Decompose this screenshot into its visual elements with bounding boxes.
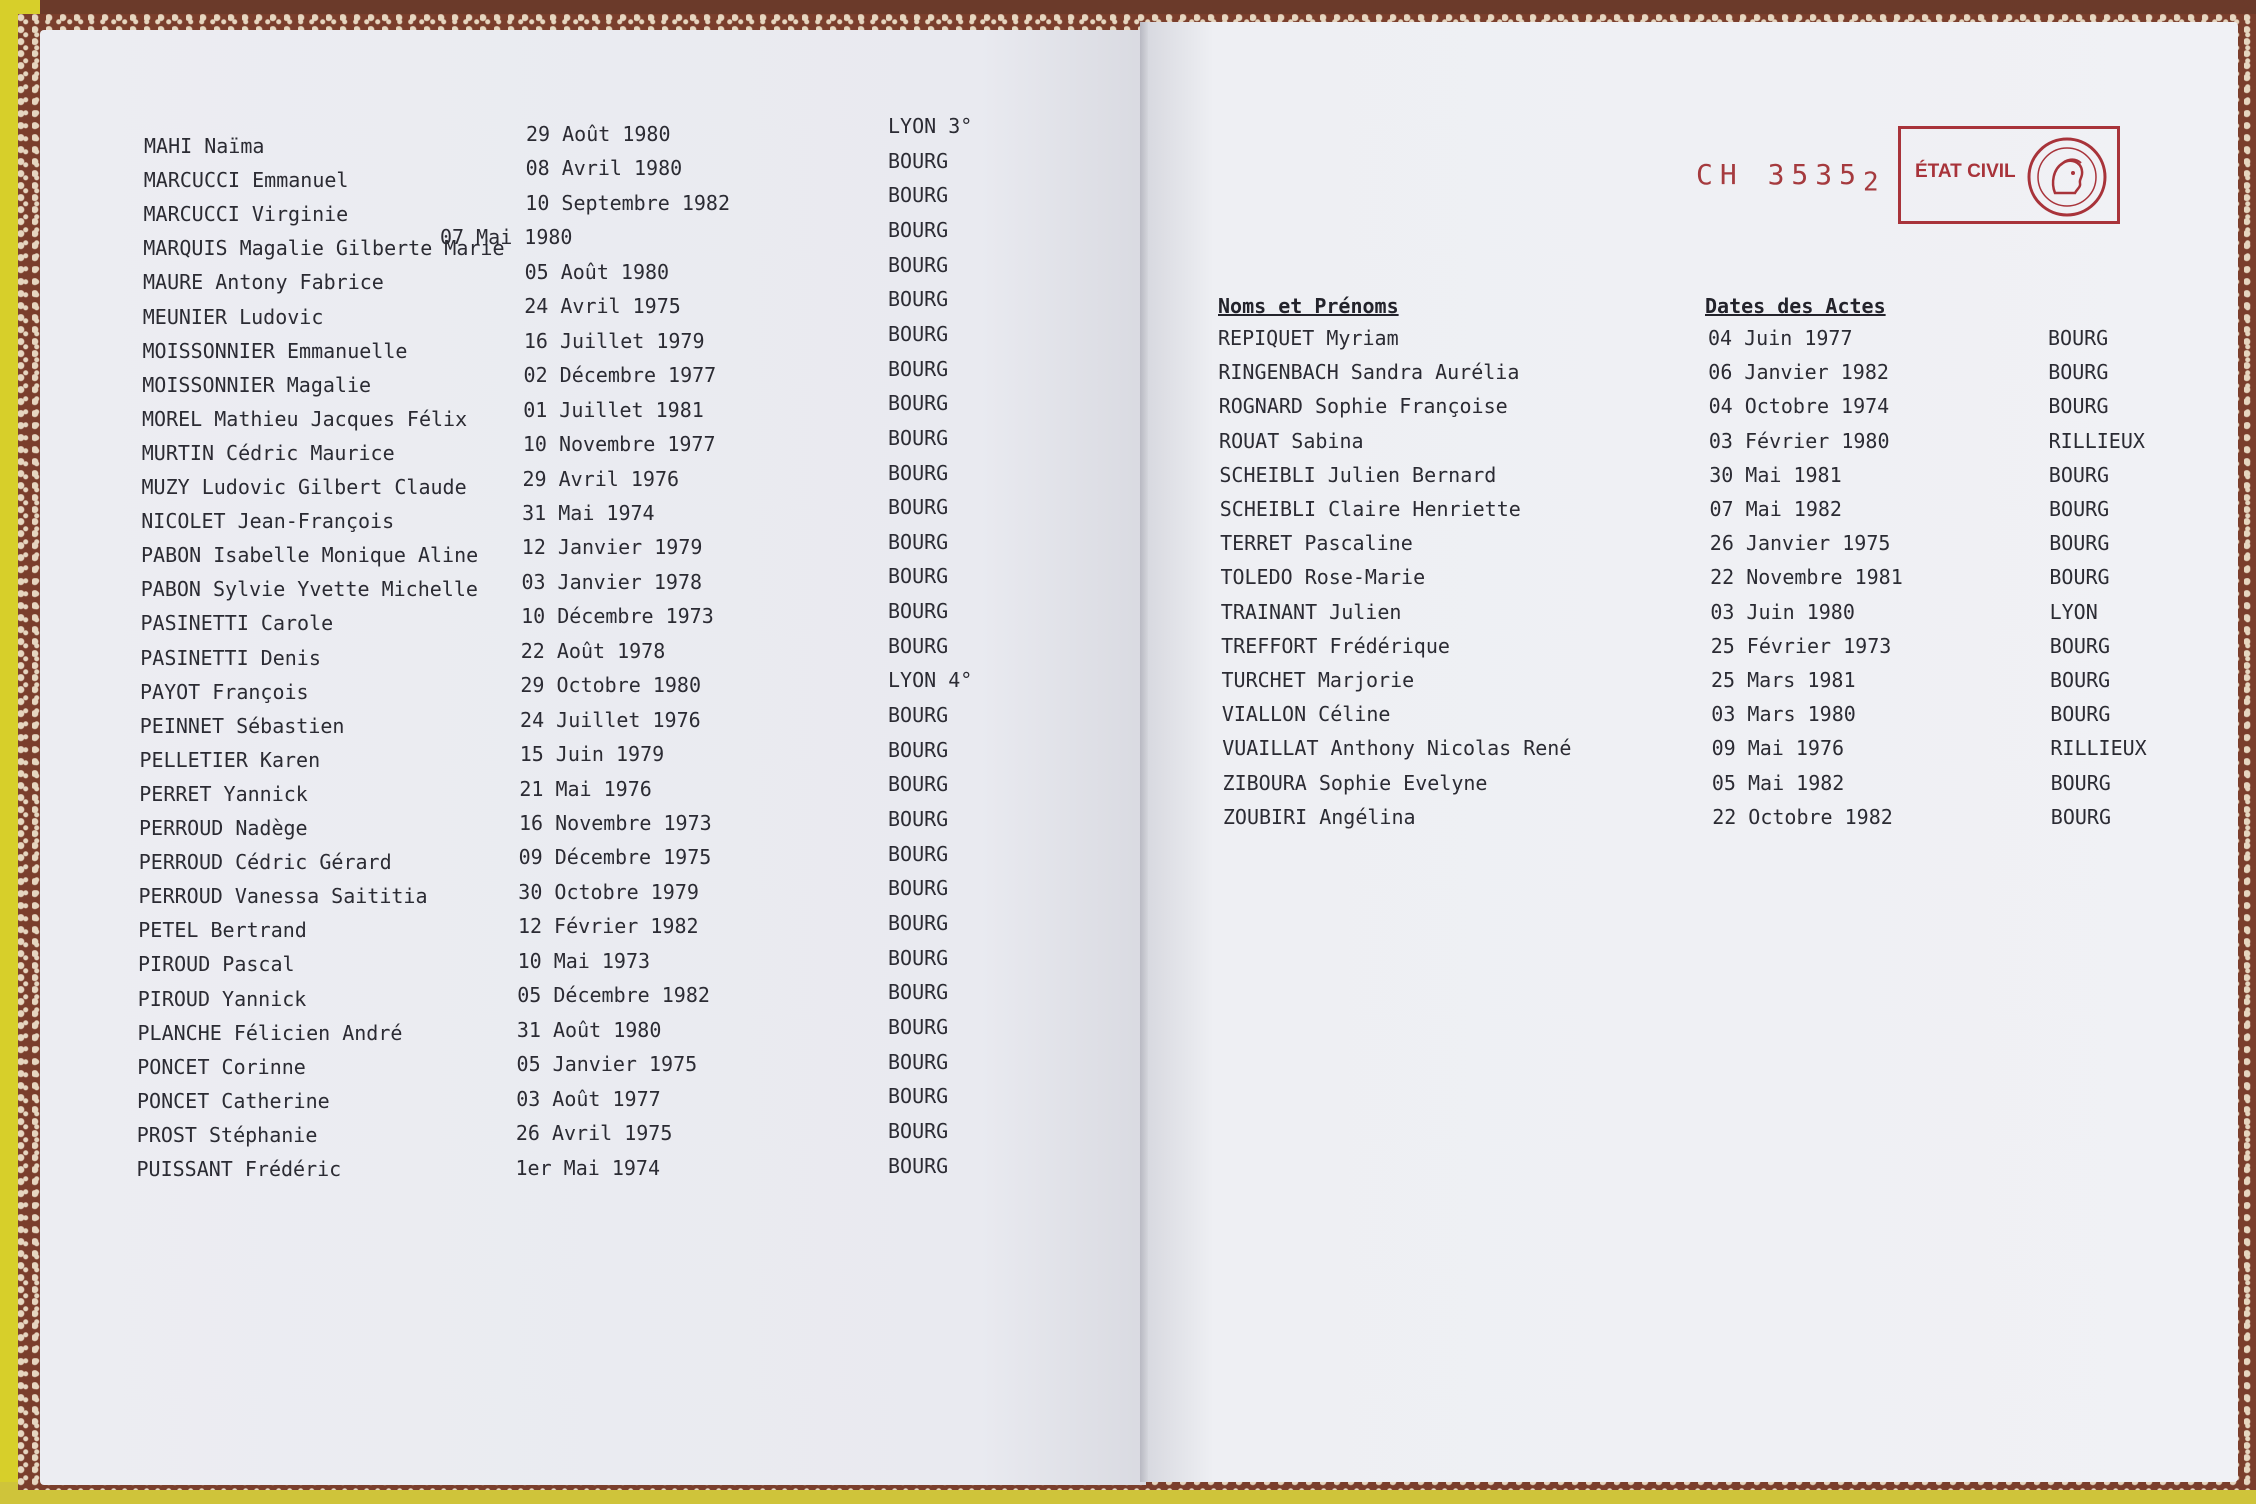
record-place: BOURG — [888, 217, 949, 242]
record-place: LYON 4° — [888, 668, 973, 693]
record-place: BOURG — [888, 1118, 949, 1143]
record-name: PASINETTI Carole — [140, 611, 334, 636]
record-place: BOURG — [2050, 668, 2111, 692]
record-place: LYON 3° — [888, 114, 973, 138]
record-place: BOURG — [2048, 462, 2110, 487]
record-date: 12 Février 1982 — [517, 914, 699, 939]
record-place: BOURG — [888, 287, 949, 312]
record-name: TOLEDO Rose-Marie — [1220, 565, 1426, 590]
record-name: PIROUD Yannick — [137, 986, 307, 1011]
record-place: BOURG — [888, 252, 949, 277]
record-place: BOURG — [888, 841, 949, 866]
record-date: 16 Juillet 1979 — [523, 328, 705, 353]
record-date: 03 Janvier 1978 — [521, 569, 703, 594]
stamp-code — [1696, 158, 1886, 198]
record-name: PERROUD Vanessa Saititia — [138, 884, 428, 909]
record-date: 29 Août 1980 — [526, 122, 671, 146]
record-name: TERRET Pascaline — [1220, 531, 1413, 556]
record-date: 03 Août 1977 — [516, 1086, 661, 1111]
record-name: ZOUBIRI Angélina — [1222, 804, 1416, 829]
record-date: 10 Mai 1973 — [517, 948, 651, 973]
record-name: MAURE Antony Fabrice — [143, 270, 384, 295]
record-date: 09 Mai 1976 — [1711, 736, 1845, 761]
record-date: 29 Avril 1976 — [522, 466, 680, 491]
record-date: 07 Mai 1982 — [1709, 497, 1842, 521]
record-date: 05 Décembre 1982 — [517, 983, 710, 1008]
record-date: 05 Août 1980 — [524, 259, 670, 284]
record-name: PEINNET Sébastien — [139, 713, 345, 738]
record-place: BOURG — [888, 1084, 949, 1109]
record-date: 30 Octobre 1979 — [518, 879, 699, 904]
record-date: 22 Août 1978 — [520, 638, 666, 663]
record-place: BOURG — [888, 980, 949, 1005]
record-name: PERROUD Nadège — [139, 816, 308, 840]
record-date: 26 Janvier 1975 — [1709, 531, 1891, 556]
record-place: BOURG — [888, 703, 949, 728]
record-name: PONCET Corinne — [137, 1054, 306, 1079]
record-place: BOURG — [888, 807, 949, 831]
record-date: 04 Octobre 1974 — [1708, 394, 1890, 419]
record-name: RINGENBACH Sandra Aurélia — [1218, 360, 1520, 385]
record-name: PIROUD Pascal — [138, 952, 295, 977]
record-name: MARQUIS Magalie Gilberte Marie — [143, 236, 505, 261]
record-place: RILLIEUX — [2050, 736, 2147, 761]
record-name: VIALLON Céline — [1221, 702, 1391, 727]
record-date: 31 Mai 1974 — [522, 500, 655, 525]
record-place: BOURG — [2049, 633, 2111, 658]
record-date: 24 Avril 1975 — [524, 294, 681, 319]
record-name: TURCHET Marjorie — [1221, 668, 1415, 692]
record-name: TREFFORT Frédérique — [1221, 633, 1450, 658]
record-date: 22 Novembre 1981 — [1710, 565, 1903, 590]
record-date: 22 Octobre 1982 — [1712, 804, 1893, 829]
record-place: BOURG — [888, 737, 949, 762]
record-place: BOURG — [2050, 702, 2111, 727]
record-name: VUAILLAT Anthony Nicolas René — [1222, 736, 1572, 761]
record-place: BOURG — [888, 356, 949, 381]
etat-civil-stamp — [1898, 126, 2120, 224]
record-date: 24 Juillet 1976 — [520, 707, 701, 732]
record-name: ROUAT Sabina — [1219, 428, 1364, 453]
record-place: BOURG — [888, 495, 949, 520]
record-name: PUISSANT Frédéric — [136, 1157, 342, 1181]
record-date: 30 Mai 1981 — [1709, 462, 1842, 487]
record-date: 31 Août 1980 — [516, 1017, 662, 1042]
record-date: 12 Janvier 1979 — [521, 535, 703, 560]
record-place: BOURG — [888, 876, 949, 901]
record-place: RILLIEUX — [2048, 428, 2145, 453]
record-place: BOURG — [888, 425, 949, 450]
record-name: NICOLET Jean-François — [141, 509, 395, 534]
record-name: MOREL Mathieu Jacques Félix — [142, 406, 468, 431]
record-date: 06 Janvier 1982 — [1708, 360, 1889, 385]
record-name: PABON Sylvie Yvette Michelle — [140, 577, 478, 602]
record-place: BOURG — [888, 1014, 949, 1039]
record-place: BOURG — [2048, 360, 2109, 385]
record-place: BOURG — [888, 599, 949, 624]
record-place: BOURG — [888, 391, 949, 416]
record-place: BOURG — [888, 945, 949, 970]
record-name: MEUNIER Ludovic — [142, 304, 324, 329]
record-date: 10 Novembre 1977 — [522, 432, 716, 457]
record-place: LYON — [2049, 599, 2098, 624]
record-date: 1er Mai 1974 — [515, 1155, 660, 1180]
record-name: MAHI Naïma — [144, 134, 265, 158]
record-name: MOISSONNIER Magalie — [142, 372, 372, 397]
record-name: SCHEIBLI Julien Bernard — [1219, 462, 1497, 487]
record-place: BOURG — [2048, 394, 2109, 419]
record-date: 10 Décembre 1973 — [521, 604, 714, 629]
record-date: 03 Mars 1980 — [1711, 702, 1856, 727]
left-page — [40, 30, 1146, 1485]
record-date: 03 Février 1980 — [1708, 428, 1890, 453]
record-name: PETEL Bertrand — [138, 918, 307, 943]
record-name: MARCUCCI Virginie — [143, 202, 349, 227]
record-name: SCHEIBLI Claire Henriette — [1219, 497, 1521, 521]
record-name: ZIBOURA Sophie Evelyne — [1222, 770, 1488, 795]
record-place: BOURG — [888, 460, 949, 485]
record-place: BOURG — [888, 772, 949, 797]
record-place: BOURG — [888, 1049, 949, 1074]
record-name: PAYOT François — [140, 679, 309, 704]
record-place: BOURG — [888, 910, 949, 935]
record-place: BOURG — [2048, 326, 2109, 350]
marianne-seal-icon — [2025, 135, 2109, 219]
record-name: PELLETIER Karen — [139, 747, 321, 772]
record-name: MURTIN Cédric Maurice — [141, 440, 395, 465]
record-place: BOURG — [888, 633, 949, 658]
record-date: 03 Juin 1980 — [1710, 599, 1855, 624]
record-place: BOURG — [2049, 565, 2110, 590]
stamp-label: ÉTAT CIVIL — [1915, 161, 2016, 182]
record-date: 01 Juillet 1981 — [523, 397, 704, 422]
record-date: 25 Mars 1981 — [1711, 668, 1856, 692]
header-dates: Dates des Actes — [1705, 294, 1886, 318]
record-name: REPIQUET Myriam — [1218, 326, 1399, 350]
record-date: 26 Avril 1975 — [515, 1121, 673, 1146]
record-date: 08 Avril 1980 — [525, 156, 683, 181]
record-place: BOURG — [888, 1153, 949, 1178]
header-names: Noms et Prénoms — [1218, 294, 1399, 318]
record-date: 16 Novembre 1973 — [519, 811, 712, 835]
record-date: 07 Mai 1980 — [440, 225, 573, 250]
record-name: MUZY Ludovic Gilbert Claude — [141, 475, 467, 499]
record-name: MARCUCCI Emmanuel — [143, 168, 349, 193]
record-place: BOURG — [2050, 770, 2111, 795]
record-place: BOURG — [2050, 804, 2112, 829]
record-name: PASINETTI Denis — [140, 645, 321, 670]
record-date: 05 Janvier 1975 — [516, 1052, 698, 1077]
record-place: BOURG — [2049, 531, 2110, 556]
record-place: BOURG — [888, 564, 949, 589]
record-name: PABON Isabelle Monique Aline — [141, 543, 479, 568]
record-date: 09 Décembre 1975 — [518, 845, 712, 870]
record-date: 02 Décembre 1977 — [523, 363, 717, 388]
record-date: 15 Juin 1979 — [519, 742, 665, 767]
record-place: BOURG — [2049, 497, 2110, 521]
record-place: BOURG — [888, 321, 949, 346]
record-name: MOISSONNIER Emmanuelle — [142, 338, 408, 363]
record-date: 21 Mai 1976 — [519, 776, 652, 801]
record-date: 04 Juin 1977 — [1708, 326, 1853, 350]
record-date: 25 Février 1973 — [1710, 633, 1892, 658]
record-name: PLANCHE Félicien André — [137, 1020, 403, 1045]
stamp-code-sub: 2 — [1863, 167, 1886, 198]
record-date: 05 Mai 1982 — [1711, 770, 1845, 795]
record-name: PERRET Yannick — [139, 781, 308, 806]
record-name: PONCET Catherine — [137, 1088, 330, 1113]
record-place: BOURG — [888, 183, 949, 208]
record-name: PROST Stéphanie — [136, 1122, 318, 1147]
right-page — [1148, 22, 2238, 1482]
record-name: TRAINANT Julien — [1220, 599, 1402, 624]
record-place: BOURG — [888, 529, 949, 554]
record-name: PERROUD Cédric Gérard — [138, 850, 392, 875]
stamp-code-main: CH 3535 — [1696, 158, 1864, 191]
record-place: BOURG — [888, 148, 949, 173]
record-name: ROGNARD Sophie Françoise — [1218, 394, 1508, 419]
record-date: 29 Octobre 1980 — [520, 673, 702, 698]
record-date: 10 Septembre 1982 — [525, 190, 730, 215]
